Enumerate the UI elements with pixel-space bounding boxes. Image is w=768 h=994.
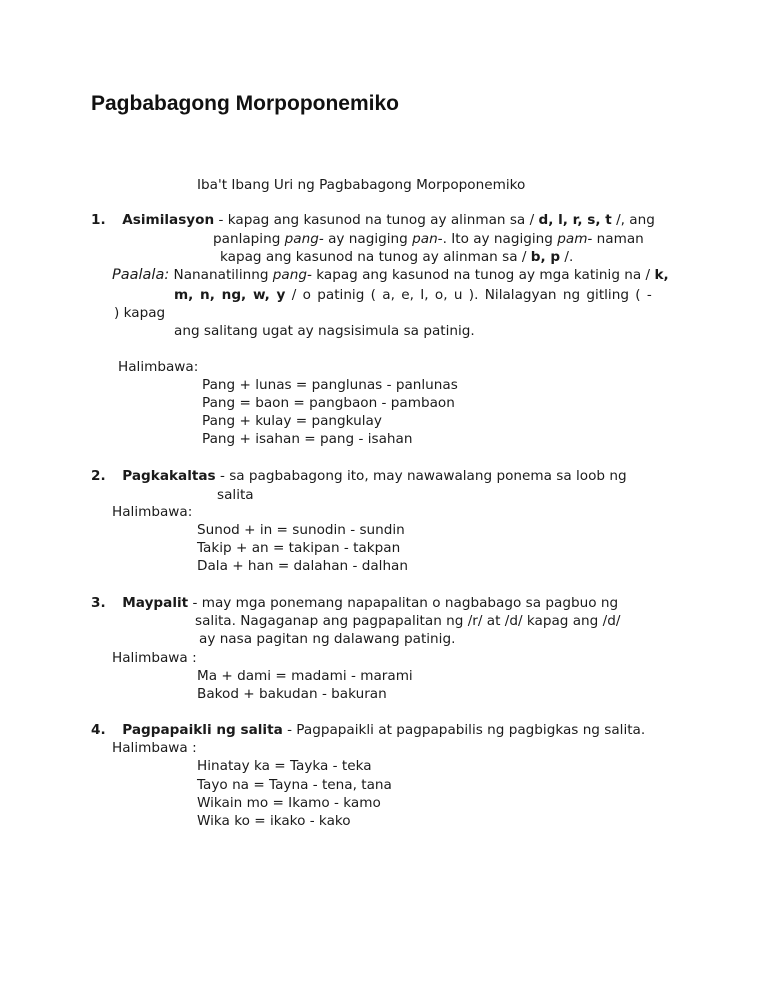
item-pagkakaltas-line1 bbox=[91, 467, 627, 485]
text: / o patinig ( a, e, I, o, u ). Nilalagyan ng gitling ( - bbox=[285, 287, 652, 303]
text: Nananatilinng bbox=[169, 267, 273, 283]
letters-bp: b, p bbox=[530, 249, 561, 265]
paalala-line3: ) kapag bbox=[114, 305, 166, 321]
item-maypalit-line3: ay nasa pagitan ng dalawang patinig. bbox=[199, 631, 456, 647]
text: kapag ang kasunod na tunog ay mga katinig na / bbox=[311, 267, 655, 283]
halimbawa-label: Halimbawa : bbox=[112, 650, 197, 666]
halimbawa-label: Halimbawa: bbox=[118, 359, 199, 375]
item-maypalit-line2: salita. Nagaganap ang pagpapalitan ng /r/ at /d/ kapag ang /d/ bbox=[195, 613, 621, 629]
item-asimilasyon-line3 bbox=[220, 248, 573, 266]
paalala-line2 bbox=[174, 286, 652, 304]
text: /. bbox=[560, 249, 574, 265]
text: - Pagpapaikli at pagpapabilis ng pagbigkas ng salita. bbox=[282, 722, 646, 738]
item-asimilasyon-line1 bbox=[91, 211, 655, 229]
example-line: Takip + an = takipan - takpan bbox=[197, 540, 401, 556]
affix-pam: pam- bbox=[557, 231, 593, 247]
item-number: 2. bbox=[91, 468, 106, 484]
text: panlaping bbox=[213, 231, 285, 247]
term-asimilasyon: Asimilasyon bbox=[122, 212, 215, 228]
affix-pan: pan- bbox=[412, 231, 443, 247]
item-number: 1. bbox=[91, 212, 106, 228]
example-line: Pang = baon = pangbaon - pambaon bbox=[202, 395, 455, 411]
example-line: Wika ko = ikako - kako bbox=[197, 813, 351, 829]
text: - sa pagbabagong ito, may nawawalang ponema sa loob ng bbox=[215, 468, 627, 484]
term-pagpapaikli: Pagpapaikli ng salita bbox=[122, 722, 283, 738]
item-maypalit-line1 bbox=[91, 594, 618, 612]
letters-dlrst: d, l, r, s, t bbox=[538, 212, 612, 228]
paalala-label: Paalala: bbox=[112, 267, 170, 283]
letter-k: k, bbox=[654, 267, 669, 283]
paalala-line4: ang salitang ugat ay nagsisimula sa patinig. bbox=[174, 323, 475, 339]
example-line: Sunod + in = sunodin - sundin bbox=[197, 522, 405, 538]
item-number: 3. bbox=[91, 595, 106, 611]
example-line: Hinatay ka = Tayka - teka bbox=[197, 758, 372, 774]
item-pagpapaikli-line1 bbox=[91, 721, 645, 739]
example-line: Ma + dami = madami - marami bbox=[197, 668, 413, 684]
example-line: Pang + lunas = panglunas - panlunas bbox=[202, 377, 458, 393]
example-line: Pang + isahan = pang - isahan bbox=[202, 431, 413, 447]
halimbawa-label: Halimbawa: bbox=[112, 504, 193, 520]
term-pagkakaltas: Pagkakaltas bbox=[122, 468, 216, 484]
text: - kapag ang kasunod na tunog ay alinman sa / bbox=[214, 212, 539, 228]
page-title: Pagbabagong Morpoponemiko bbox=[91, 92, 399, 115]
text: ay nagiging bbox=[323, 231, 413, 247]
paalala-line bbox=[112, 266, 669, 284]
letters-mnngwy: m, n, ng, w, y bbox=[174, 287, 286, 303]
example-line: Dala + han = dalahan - dalhan bbox=[197, 558, 409, 574]
text: /, ang bbox=[611, 212, 655, 228]
affix-pang: pang- bbox=[284, 231, 324, 247]
text: kapag ang kasunod na tunog ay alinman sa / bbox=[220, 249, 531, 265]
term-maypalit: Maypalit bbox=[122, 595, 189, 611]
affix-pang: pang- bbox=[272, 267, 312, 283]
text: . Ito ay nagiging bbox=[442, 231, 558, 247]
example-line: Wikain mo = Ikamo - kamo bbox=[197, 795, 381, 811]
example-line: Pang + kulay = pangkulay bbox=[202, 413, 382, 429]
item-number: 4. bbox=[91, 722, 106, 738]
item-asimilasyon-line2 bbox=[213, 230, 644, 248]
item-pagkakaltas-line2: salita bbox=[217, 487, 254, 503]
text: naman bbox=[592, 231, 644, 247]
example-line: Tayo na = Tayna - tena, tana bbox=[197, 777, 392, 793]
halimbawa-label: Halimbawa : bbox=[112, 740, 197, 756]
section-heading: Iba't Ibang Uri ng Pagbabagong Morpoponemiko bbox=[197, 177, 526, 193]
text: - may mga ponemang napapalitan o nagbabago sa pagbuo ng bbox=[188, 595, 619, 611]
example-line: Bakod + bakudan - bakuran bbox=[197, 686, 387, 702]
